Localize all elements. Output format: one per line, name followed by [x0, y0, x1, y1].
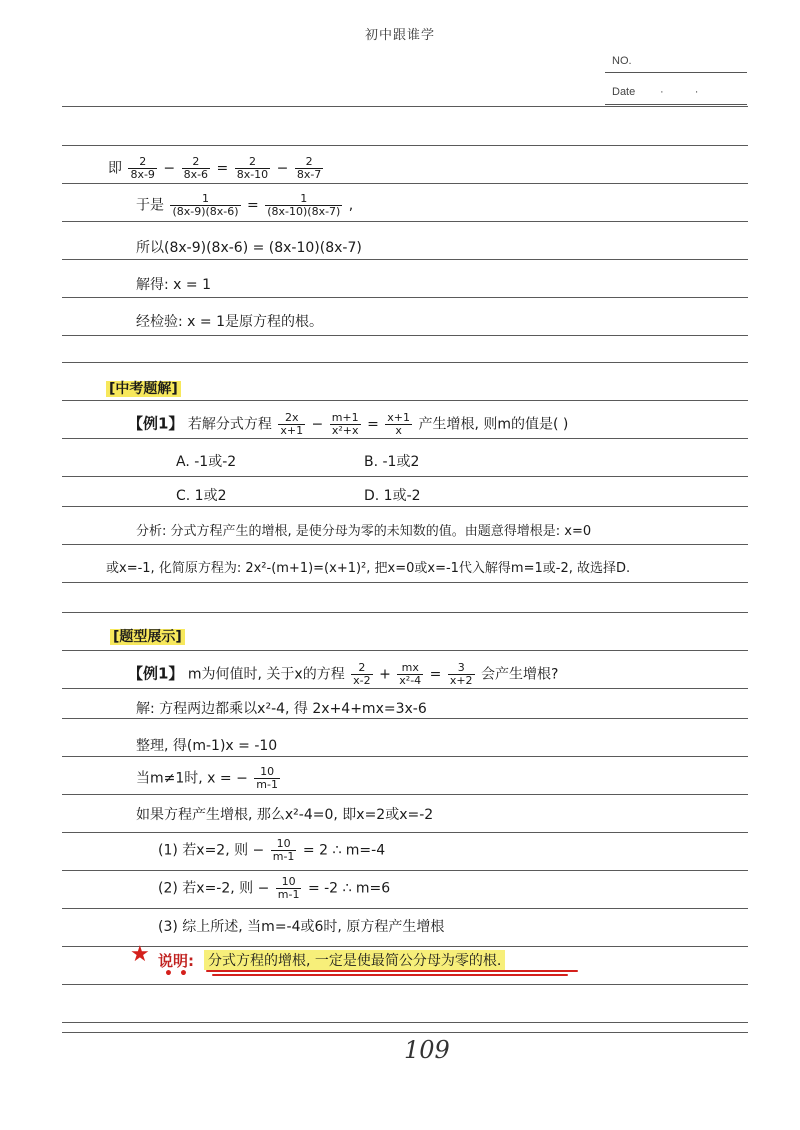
equation-line-1: 即 $\frac{2}{8x-9}$ − $\frac{2}{8x-6}$ = $\frac{2}{8x-10}$ − $\frac{2}{8x-7}$ [108, 155, 322, 181]
emphasis-dots-icon: •• [164, 966, 194, 982]
page-header-title: 初中跟谁学 [364, 28, 435, 43]
ruled-line [62, 297, 748, 298]
ruled-line [62, 259, 748, 260]
verification-line: 经检验: x = 1是原方程的根。 [136, 314, 323, 330]
note-text: 分式方程的增根, 一定是使最简公分母为零的根. [204, 950, 505, 970]
example-question-2: 【例1】 m为何值时, 关于x的方程 $\frac{2}{x-2}$ + $\frac{mx}{\text{x²-4}}$ = $\frac{3}{x+2}$ 会产生增根? [128, 661, 559, 687]
ruled-line [62, 544, 748, 545]
ruled-line [62, 506, 748, 507]
number-line [605, 72, 747, 73]
date-label: Date [612, 86, 636, 98]
fraction: $\frac{1}{(8x-10)(8x-7)}$ [267, 192, 341, 218]
ruled-line [62, 145, 748, 146]
number-label: NO. [612, 55, 632, 67]
option-d: D. 1或-2 [364, 488, 421, 504]
red-underline [212, 974, 568, 976]
fraction: $\frac{10}{m-1}$ [277, 875, 300, 901]
case-2: (2) 若x=-2, 则 − $\frac{10}{m-1}$ = -2 ∴ m=6 [158, 875, 391, 901]
ruled-line [62, 582, 748, 583]
option-b: B. -1或2 [364, 454, 420, 470]
solution-step-3: 当m≠1时, x = − $\frac{10}{m-1}$ [136, 765, 278, 791]
fraction: $\frac{3}{x+2}$ [449, 661, 473, 687]
ruled-line [62, 908, 748, 909]
fraction: $\frac{2}{8x-9}$ [130, 155, 155, 181]
ruled-line [62, 612, 748, 613]
solution-step-1: 解: 方程两边都乘以x²-4, 得 2x+4+mx=3x-6 [136, 701, 427, 717]
ruled-line [62, 438, 748, 439]
fraction: $\frac{1}{(8x-9)(8x-6)}$ [172, 192, 239, 218]
fraction: $\frac{2x}{x+1}$ [280, 411, 304, 437]
star-icon: ★ [130, 942, 150, 967]
ruled-line [62, 756, 748, 757]
example-question-1: 【例1】 若解分式方程 $\frac{2x}{x+1}$ − $\frac{m+1}{\text{x²+x}}$ = $\frac{x+1}{x}$ 产生增根, 则m的值是( ) [128, 411, 569, 437]
fraction: $\frac{mx}{\text{x²-4}}$ [399, 661, 422, 687]
red-underline [206, 970, 578, 972]
option-a: A. -1或-2 [176, 454, 237, 470]
ruled-line [62, 870, 748, 871]
ruled-line [62, 946, 748, 947]
ruled-line [62, 335, 748, 336]
ruled-line [62, 183, 748, 184]
fraction: $\frac{m+1}{\text{x²+x}}$ [331, 411, 359, 437]
ruled-line [62, 688, 748, 689]
option-c: C. 1或2 [176, 488, 227, 504]
fraction: $\frac{2}{8x-10}$ [236, 155, 269, 181]
section-tag-examples: [题型展示] [110, 626, 185, 646]
example-label: 【例1】 [128, 414, 184, 433]
fraction: $\frac{10}{m-1}$ [256, 765, 278, 791]
equation-line-3: 所以(8x-9)(8x-6) = (8x-10)(8x-7) [136, 240, 362, 256]
ruled-line [62, 1032, 748, 1033]
note-label: 说明: [158, 952, 194, 970]
ruled-line [62, 794, 748, 795]
fraction: $\frac{10}{m-1}$ [272, 837, 295, 863]
section-tag-exam: [中考题解] [106, 378, 181, 398]
fraction: $\frac{x+1}{x}$ [387, 411, 411, 437]
case-1: (1) 若x=2, 则 − $\frac{10}{m-1}$ = 2 ∴ m=-4 [158, 837, 386, 863]
date-line [605, 104, 747, 105]
fraction: $\frac{2}{x-2}$ [353, 661, 371, 687]
ruled-line [62, 984, 748, 985]
solution-step-4: 如果方程产生增根, 那么x²-4=0, 即x=2或x=-2 [136, 807, 434, 823]
ruled-line [62, 362, 748, 363]
ruled-line [62, 650, 748, 651]
ruled-line [62, 832, 748, 833]
equation-line-2: 于是 $\frac{1}{(8x-9)(8x-6)}$ = $\frac{1}{(8x-10)(8x-7)}$ , [136, 192, 354, 218]
case-3-conclusion: (3) 综上所述, 当m=-4或6时, 原方程产生增根 [158, 919, 445, 935]
date-dots: · · [660, 86, 713, 98]
fraction: $\frac{2}{8x-7}$ [296, 155, 322, 181]
ruled-line [62, 221, 748, 222]
ruled-line [62, 1022, 748, 1023]
ruled-line [62, 718, 748, 719]
fraction: $\frac{2}{8x-6}$ [183, 155, 209, 181]
analysis-line-1: 分析: 分式方程产生的增根, 是使分母为零的未知数的值。由题意得增根是: x=0 [136, 524, 592, 539]
ruled-line [62, 476, 748, 477]
analysis-line-2: 或x=-1, 化简原方程为: 2x²-(m+1)=(x+1)², 把x=0或x=-1代入解得m=1或-2, 故选择D. [106, 561, 631, 576]
ruled-line [62, 400, 748, 401]
example-label: 【例1】 [128, 664, 184, 683]
solution-line: 解得: x = 1 [136, 277, 211, 293]
page-number: 109 [404, 1036, 450, 1064]
ruled-line [62, 106, 748, 107]
solution-step-2: 整理, 得(m-1)x = -10 [136, 738, 278, 754]
